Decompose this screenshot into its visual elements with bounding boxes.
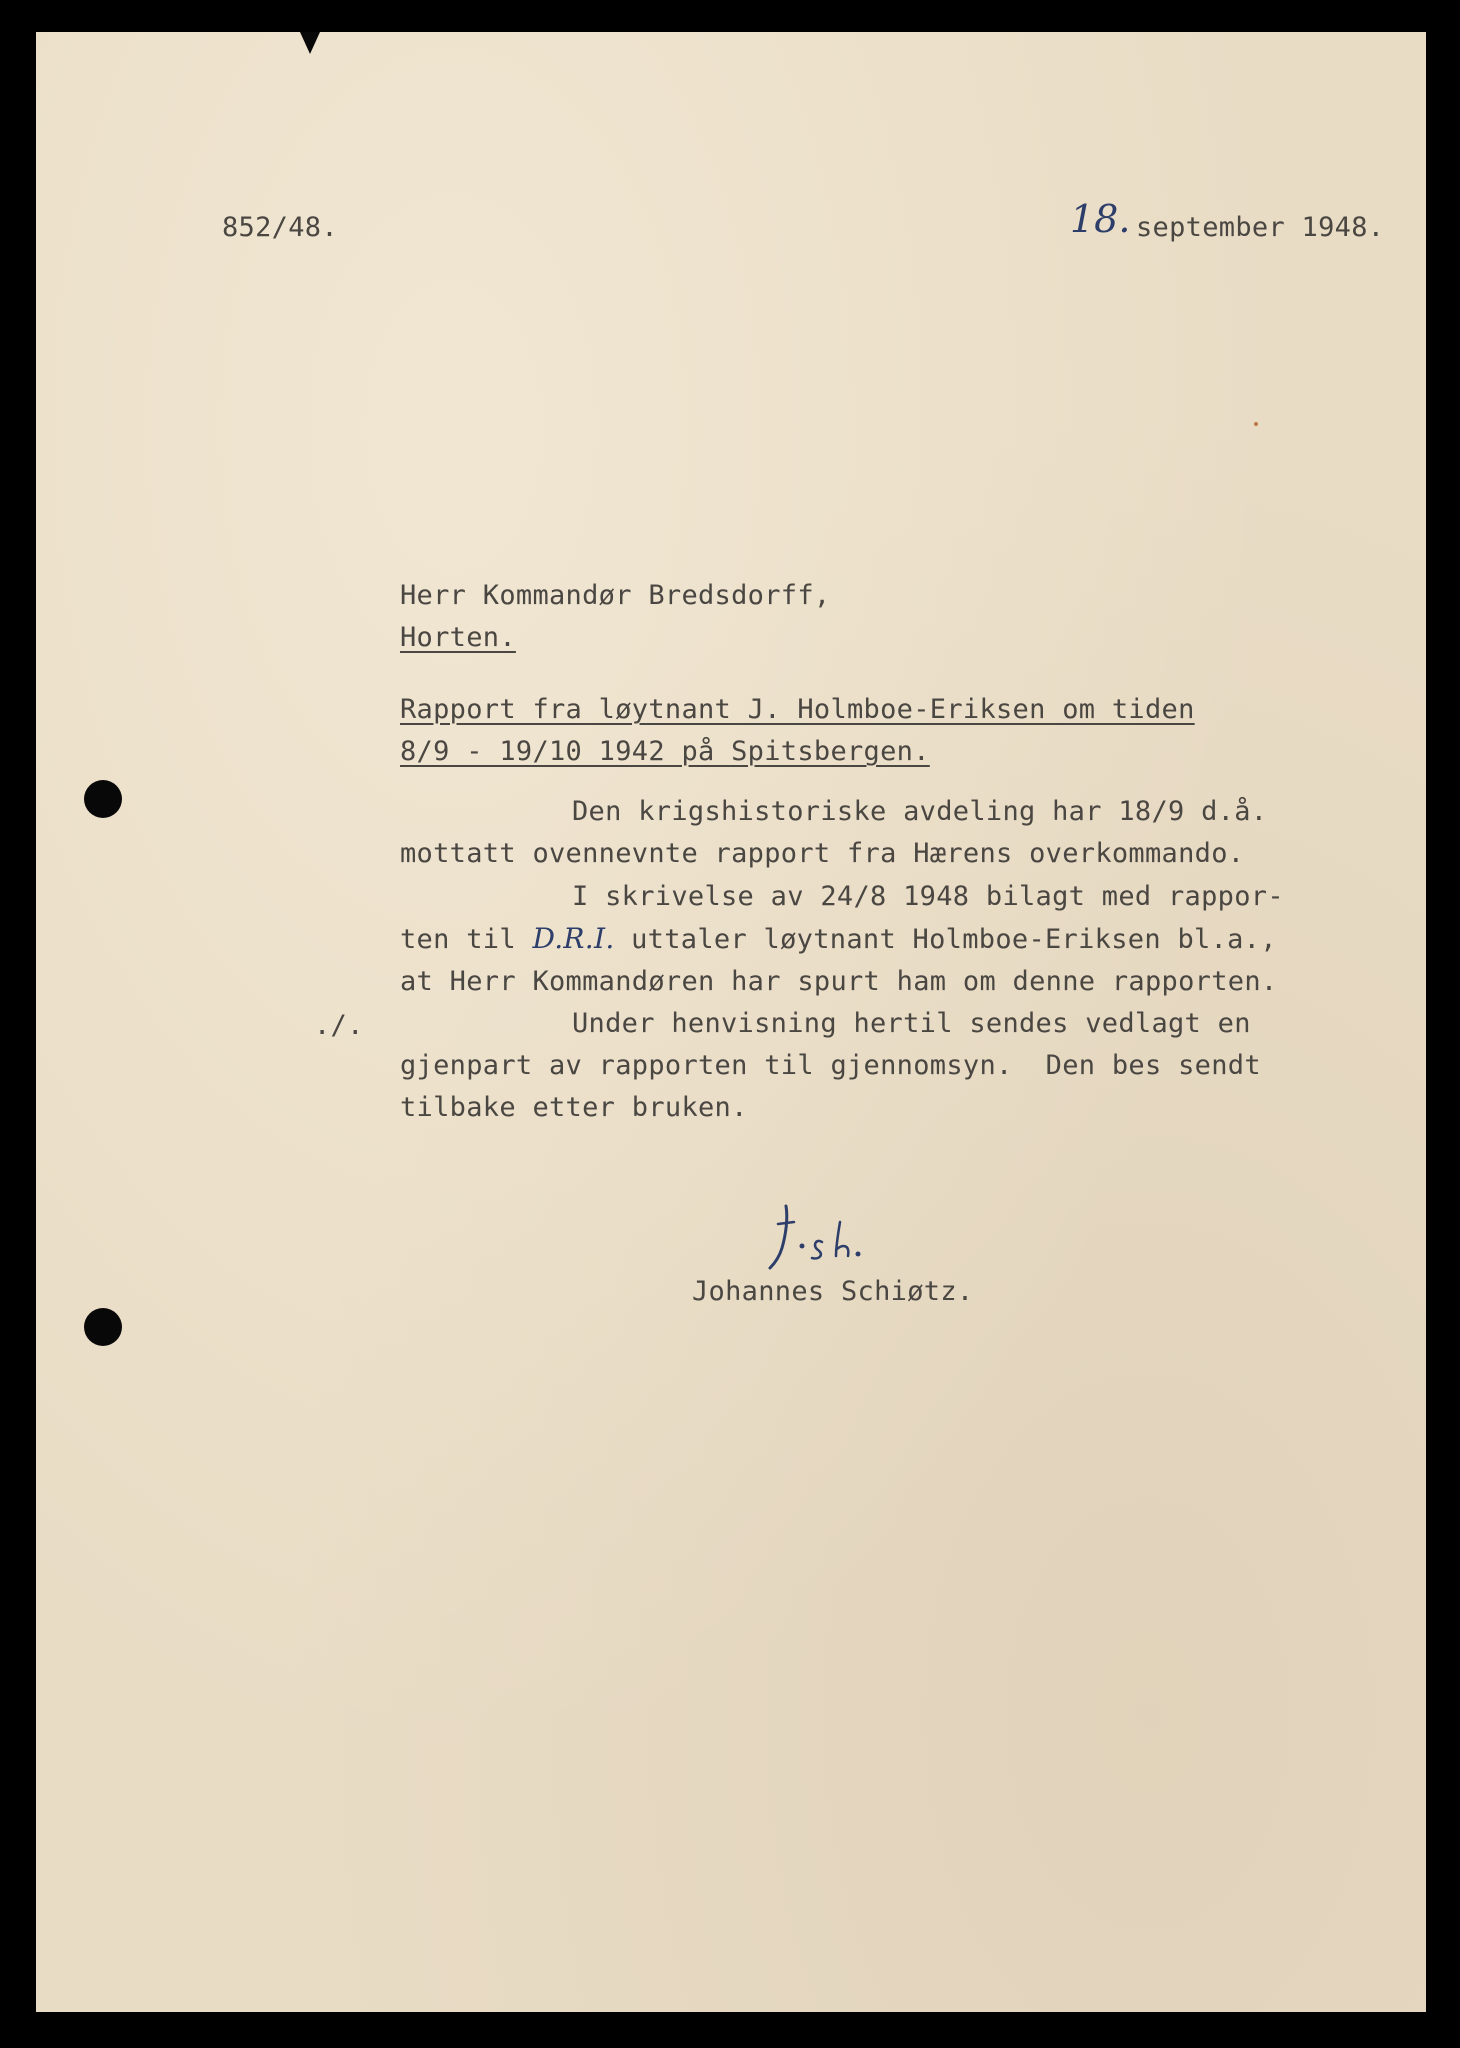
enclosure-mark: ./. (314, 1010, 364, 1041)
date-day-handwritten: 18. (1070, 197, 1131, 241)
handwritten-abbreviation: D.R.I. (532, 922, 615, 955)
subject-line-2: 8/9 - 19/10 1942 på Spitsbergen. (400, 736, 930, 767)
corner-mark (300, 32, 320, 54)
reference-number: 852/48. (222, 212, 338, 243)
subject-line-1: Rapport fra løytnant J. Holmboe-Eriksen om tiden (400, 694, 1195, 725)
recipient-location: Horten. (400, 622, 516, 653)
body-line-7: gjenpart av rapporten til gjennomsyn. Den bes sendt (400, 1050, 1261, 1081)
body-line-8: tilbake etter bruken. (400, 1092, 748, 1123)
date-text: september 1948. (1136, 212, 1385, 243)
body-line-4 (400, 922, 1277, 955)
recipient-name: Herr Kommandør Bredsdorff, (400, 580, 831, 611)
body-line-4-end: uttaler løytnant Holmboe-Eriksen bl.a., (614, 924, 1277, 955)
signer-name: Johannes Schiøtz. (692, 1276, 974, 1307)
body-line-2: mottatt ovennevnte rapport fra Hærens overkommando. (400, 838, 1245, 869)
punch-hole-bottom (84, 1308, 122, 1346)
body-line-6: Under henvisning hertil sendes vedlagt en (572, 1008, 1251, 1039)
document-page (36, 32, 1426, 2012)
paper-speck (1254, 422, 1258, 426)
body-line-3: I skrivelse av 24/8 1948 bilagt med rappor- (572, 881, 1284, 912)
body-line-4-start: ten til (400, 924, 533, 955)
body-line-5: at Herr Kommandøren har spurt ham om denne rapporten. (400, 966, 1278, 997)
handwritten-signature-icon (764, 1198, 894, 1278)
body-line-1: Den krigshistoriske avdeling har 18/9 d.å. (572, 796, 1268, 827)
punch-hole-top (84, 780, 122, 818)
